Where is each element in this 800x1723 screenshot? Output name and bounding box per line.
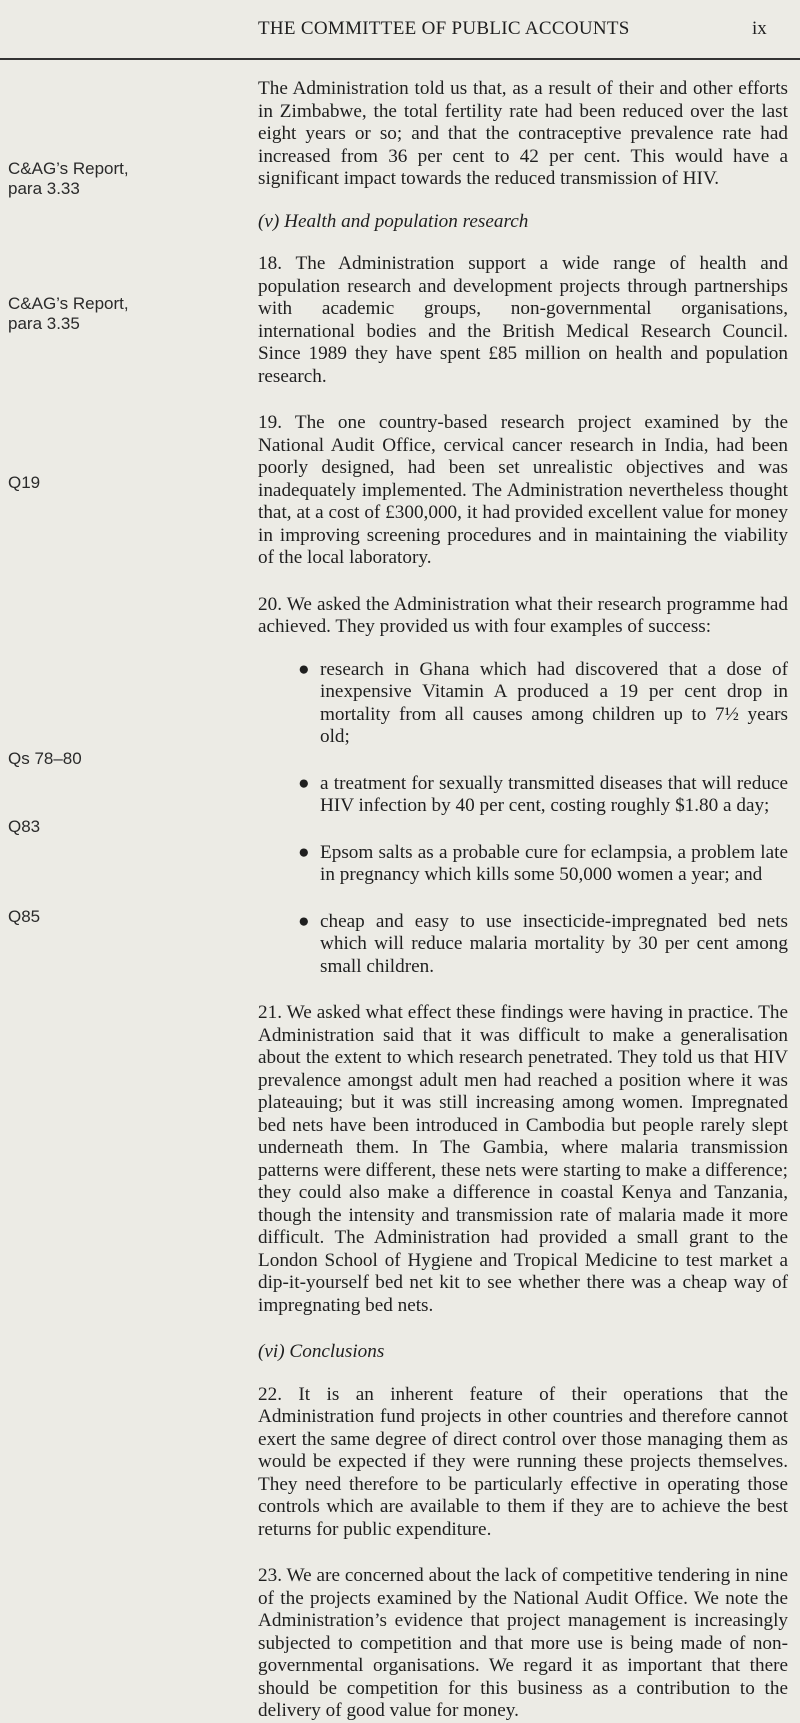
margin-note-q19: Q19	[8, 473, 41, 492]
success-examples-list	[258, 659, 788, 979]
list-item: ● research in Ghana which had discovered that a dose of inexpensive Vitamin A produced a 19 per cent drop in mortality from all causes among children up to 7½ years old;	[298, 658, 788, 747]
margin-note-q85: Q85	[8, 907, 41, 926]
margin-notes	[0, 0, 260, 1178]
running-title: THE COMMITTEE OF PUBLIC ACCOUNTS	[258, 18, 630, 39]
bullet-icon: ●	[298, 658, 310, 680]
list-item: ● cheap and easy to use insecticide-impregnated bed nets which will reduce malaria mortality by 30 per cent among small children.	[298, 910, 788, 977]
bullet-icon: ●	[298, 841, 310, 863]
section-heading-conclusions: (vi) Conclusions	[258, 1341, 385, 1362]
paragraph-19: 19. The one country-based research project examined by the National Audit Office, cervical cancer research in India, had been poorly designed, had been set unrealistic objectives and was inadequately implemented. The Administration nevertheless thought that, at a cost of £300,000, it had provided excellent value for money in improving screening procedures and in maintaining the viability of the local laboratory.	[258, 412, 788, 568]
section-heading-health-research: (v) Health and population research	[258, 210, 529, 232]
paragraph-18: 18. The Administration support a wide range of health and population research and development projects through partnerships with academic groups, non-governmental organisations, international bodies and the British Medical Research Council. Since 1989 they have spent £85 million on health and population research.	[258, 253, 788, 387]
body-text	[258, 78, 788, 1723]
margin-note-cag-3-35: C&AG’s Report, para 3.35	[8, 294, 129, 333]
margin-note-qs-78-80: Qs 78–80	[8, 749, 82, 768]
bullet-icon: ●	[298, 772, 310, 794]
paragraph-21: 21. We asked what effect these findings were having in practice. The Administration said that it was difficult to make a generalisation about the extent to which research penetrated. They told us that HIV prevalence amongst adult men had reached a position where it was plateauing; but it was still increasing among women. Impregnated bed nets have been introduced in Cambodia but people rarely slept underneath them. In The Gambia, where malaria transmission patterns were different, these nets were starting to make a difference; they could also make a difference in coastal Kenya and Tanzania, though the intensity and transmission rate of malaria made it more difficult. The Administration had provided a small grant to the London School of Hygiene and Tropical Medicine to test market a dip-it-yourself bed net kit to see whether there was a cheap way of impregnating bed nets.	[258, 1002, 788, 1316]
list-item: ● a treatment for sexually transmitted diseases that will reduce HIV infection by 40 per cent, costing roughly $1.80 a day;	[298, 772, 788, 816]
bullet-icon: ●	[298, 910, 310, 932]
paragraph-23: 23. We are concerned about the lack of competitive tendering in nine of the projects examined by the National Audit Office. We note the Administration’s evidence that project management is increasingly subjected to competition and that more use is being made of non-governmental organisations. We regard it as important that there should be competition for this business as a contribution to the delivery of good value for money.	[258, 1565, 788, 1721]
margin-note-q83: Q83	[8, 817, 41, 836]
margin-note-cag-3-33: C&AG’s Report, para 3.33	[8, 159, 129, 198]
page-number: ix	[752, 18, 767, 39]
paragraph-22: 22. It is an inherent feature of their operations that the Administration fund projects in other countries and therefore cannot exert the same degree of direct control over those managing them as would be expected if they were running these projects themselves. They need therefore to be particularly effective in operating those controls which are available to them if they are to achieve the best returns for public expenditure.	[258, 1383, 788, 1540]
paragraph-20: 20. We asked the Administration what their research programme had achieved. They provided us with four examples of success:	[258, 593, 788, 637]
list-item: ● Epsom salts as a probable cure for eclampsia, a problem late in pregnancy which kills some 50,000 women a year; and	[298, 841, 788, 885]
paragraph-intro: The Administration told us that, as a result of their and other efforts in Zimbabwe, the total fertility rate had been reduced over the last eight years or so; and that the contraceptive prevalence rate had increased from 36 per cent to 42 per cent. This would have a significant impact towards the reduced transmission of HIV.	[258, 78, 788, 189]
